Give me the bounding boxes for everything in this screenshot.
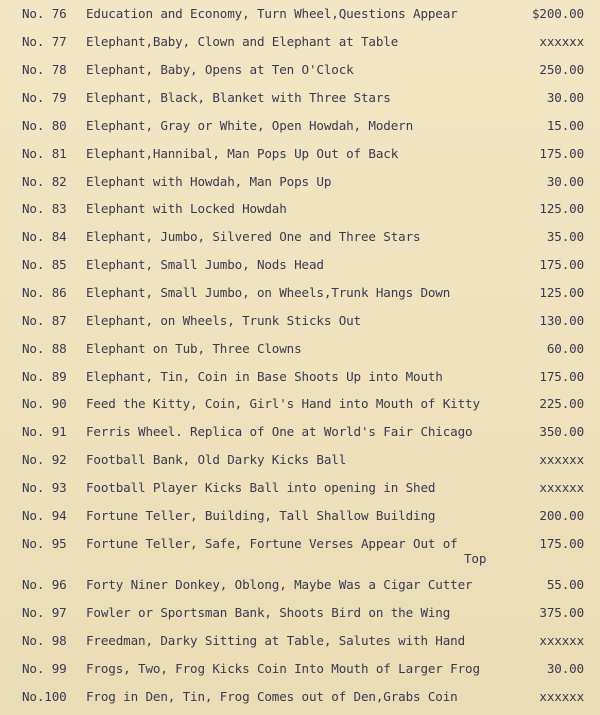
item-description: Elephant,Baby, Clown and Elephant at Table [86,34,399,49]
item-description: Elephant on Tub, Three Clowns [86,341,302,356]
item-price: 30.00 [546,90,584,105]
item-number: No. 76 [22,6,67,21]
item-description: Feed the Kitty, Coin, Girl's Hand into Mouth of Kitty [86,396,480,411]
item-description: Frog in Den, Tin, Frog Comes out of Den,Grabs Coin [86,689,458,704]
item-description: Football Bank, Old Darky Kicks Ball [86,452,347,467]
item-price: 175.00 [539,257,584,272]
item-number: No. 87 [22,313,67,328]
item-number: No. 92 [22,452,67,467]
item-description: Ferris Wheel. Replica of One at World's Fair Chicago [86,424,473,439]
item-price: 60.00 [546,341,584,356]
item-description: Elephant, Small Jumbo, on Wheels,Trunk Hangs Down [86,285,451,300]
item-description: Elephant, Tin, Coin in Base Shoots Up into Mouth [86,369,443,384]
item-description: Elephant with Howdah, Man Pops Up [86,174,332,189]
item-price: 375.00 [539,605,584,620]
item-price: 30.00 [546,661,584,676]
item-description: Elephant with Locked Howdah [86,201,287,216]
item-description-continued: Top [464,551,487,566]
item-price: 130.00 [539,313,584,328]
item-price: 35.00 [546,229,584,244]
item-price: xxxxxx [539,633,584,648]
item-price: 125.00 [539,285,584,300]
item-description: Fortune Teller, Building, Tall Shallow Building [86,508,436,523]
item-number: No. 90 [22,396,67,411]
item-number: No. 89 [22,369,67,384]
item-number: No. 95 [22,536,67,551]
item-price: 30.00 [546,174,584,189]
item-description: Elephant, Small Jumbo, Nods Head [86,257,324,272]
item-description: Forty Niner Donkey, Oblong, Maybe Was a Cigar Cutter [86,577,473,592]
item-number: No. 94 [22,508,67,523]
item-number: No. 88 [22,341,67,356]
item-price: 175.00 [539,536,584,551]
item-description: Elephant,Hannibal, Man Pops Up Out of Back [86,146,399,161]
item-description: Elephant, on Wheels, Trunk Sticks Out [86,313,361,328]
item-description: Frogs, Two, Frog Kicks Coin Into Mouth of Larger Frog [86,661,480,676]
item-price: xxxxxx [539,480,584,495]
item-description: Elephant, Gray or White, Open Howdah, Modern [86,118,414,133]
item-number: No. 78 [22,62,67,77]
item-number: No. 98 [22,633,67,648]
item-price: $200.00 [531,6,584,21]
item-number: No. 86 [22,285,67,300]
item-number: No. 85 [22,257,67,272]
item-price: 55.00 [546,577,584,592]
item-description: Elephant, Jumbo, Silvered One and Three Stars [86,229,421,244]
item-price: xxxxxx [539,34,584,49]
item-price: xxxxxx [539,452,584,467]
item-number: No. 84 [22,229,67,244]
item-description: Freedman, Darky Sitting at Table, Salutes with Hand [86,633,466,648]
item-number: No. 77 [22,34,67,49]
item-price: 125.00 [539,201,584,216]
item-number: No.100 [22,689,67,704]
list-item [0,536,600,568]
item-description: Fortune Teller, Safe, Fortune Verses Appear Out of [86,536,458,551]
item-price: xxxxxx [539,689,584,704]
item-number: No. 93 [22,480,67,495]
item-price: 175.00 [539,146,584,161]
item-number: No. 91 [22,424,67,439]
item-price: 225.00 [539,396,584,411]
item-price: 15.00 [546,118,584,133]
item-number: No. 80 [22,118,67,133]
item-number: No. 79 [22,90,67,105]
item-description: Elephant, Black, Blanket with Three Stars [86,90,391,105]
item-price: 175.00 [539,369,584,384]
item-number: No. 97 [22,605,67,620]
item-price: 250.00 [539,62,584,77]
item-price: 200.00 [539,508,584,523]
item-description: Elephant, Baby, Opens at Ten O'Clock [86,62,354,77]
item-number: No. 96 [22,577,67,592]
item-number: No. 82 [22,174,67,189]
item-description: Education and Economy, Turn Wheel,Questions Appear [86,6,458,21]
item-description: Fowler or Sportsman Bank, Shoots Bird on the Wing [86,605,451,620]
item-price: 350.00 [539,424,584,439]
item-number: No. 81 [22,146,67,161]
item-number: No. 99 [22,661,67,676]
item-description: Football Player Kicks Ball into opening in Shed [86,480,436,495]
item-number: No. 83 [22,201,67,216]
